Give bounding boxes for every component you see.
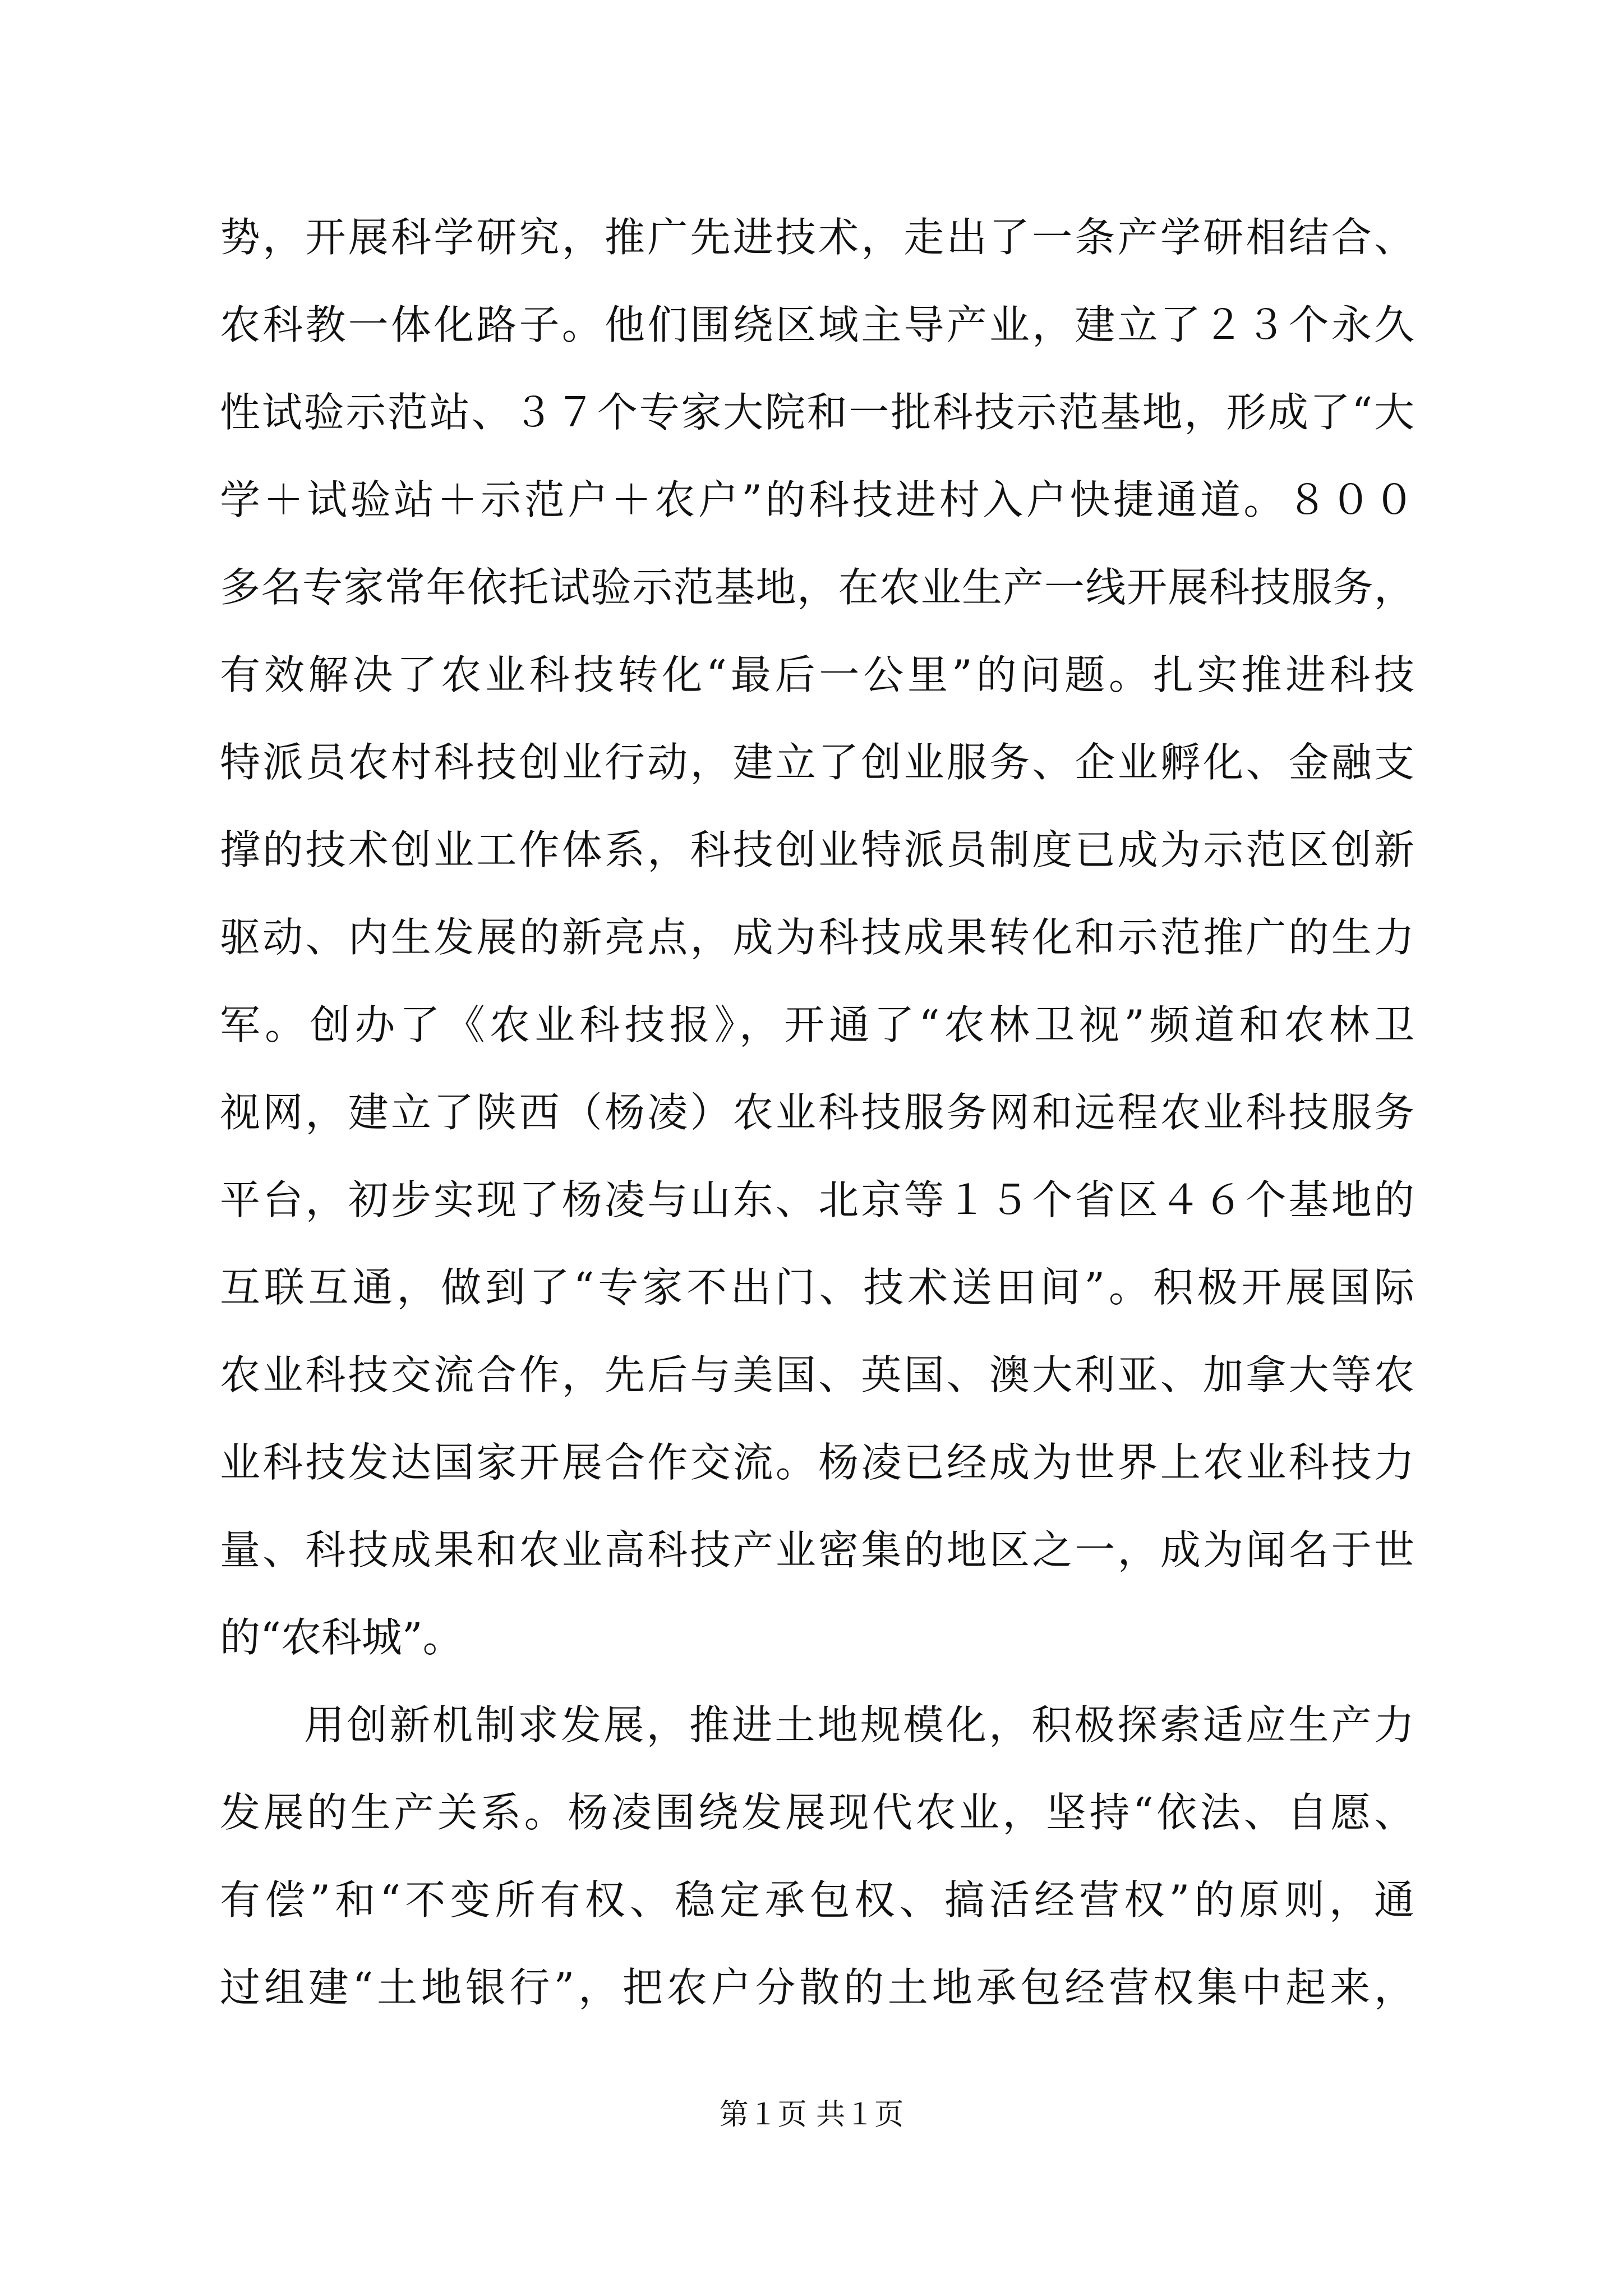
page-number-footer: 第１页 共１页 xyxy=(719,2098,904,2132)
text-line: 特派员农村科技创业行动，建立了创业服务、企业孵化、金融支 xyxy=(220,739,1414,786)
text-line: 驱动、内生发展的新亮点，成为科技成果转化和示范推广的生力 xyxy=(220,914,1414,961)
text-line: 有效解决了农业科技转化“最后一公里”的问题。扎实推进科技 xyxy=(220,651,1414,698)
text-line-paragraph-end: 的“农科城”。 xyxy=(220,1614,463,1661)
text-line: 军。创办了《农业科技报》，开通了“农林卫视”频道和农林卫 xyxy=(220,1001,1414,1048)
text-line: 量、科技成果和农业高科技产业密集的地区之一，成为闻名于世 xyxy=(220,1526,1414,1573)
text-line: 多名专家常年依托试验示范基地，在农业生产一线开展科技服务， xyxy=(220,564,1414,611)
body-text xyxy=(220,194,1414,2031)
text-line: 有偿”和“不变所有权、稳定承包权、搞活经营权”的原则，通 xyxy=(220,1876,1414,1924)
text-line-paragraph-start: 用创新机制求发展，推进土地规模化，积极探索适应生产力 xyxy=(304,1701,1414,1749)
text-line: 势，开展科学研究，推广先进技术，走出了一条产学研相结合、 xyxy=(220,214,1414,261)
text-line: 撑的技术创业工作体系，科技创业特派员制度已成为示范区创新 xyxy=(220,826,1414,873)
text-line: 过组建“土地银行”，把农户分散的土地承包经营权集中起来， xyxy=(220,1964,1414,2011)
text-line: 互联互通，做到了“专家不出门、技术送田间”。积极开展国际 xyxy=(220,1264,1414,1311)
text-line: 农业科技交流合作，先后与美国、英国、澳大利亚、加拿大等农 xyxy=(220,1351,1414,1398)
text-line: 视网，建立了陕西（杨凌）农业科技服务网和远程农业科技服务 xyxy=(220,1089,1414,1136)
text-line: 性试验示范站、３７个专家大院和一批科技示范基地，形成了“大 xyxy=(220,389,1414,436)
text-line: 业科技发达国家开展合作交流。杨凌已经成为世界上农业科技力 xyxy=(220,1439,1414,1486)
text-line: 发展的生产关系。杨凌围绕发展现代农业，坚持“依法、自愿、 xyxy=(220,1789,1414,1836)
text-line: 学＋试验站＋示范户＋农户”的科技进村入户快捷通道。８００ xyxy=(220,476,1414,523)
text-line: 平台，初步实现了杨凌与山东、北京等１５个省区４６个基地的 xyxy=(220,1176,1414,1223)
text-line: 农科教一体化路子。他们围绕区域主导产业，建立了２３个永久 xyxy=(220,301,1414,348)
